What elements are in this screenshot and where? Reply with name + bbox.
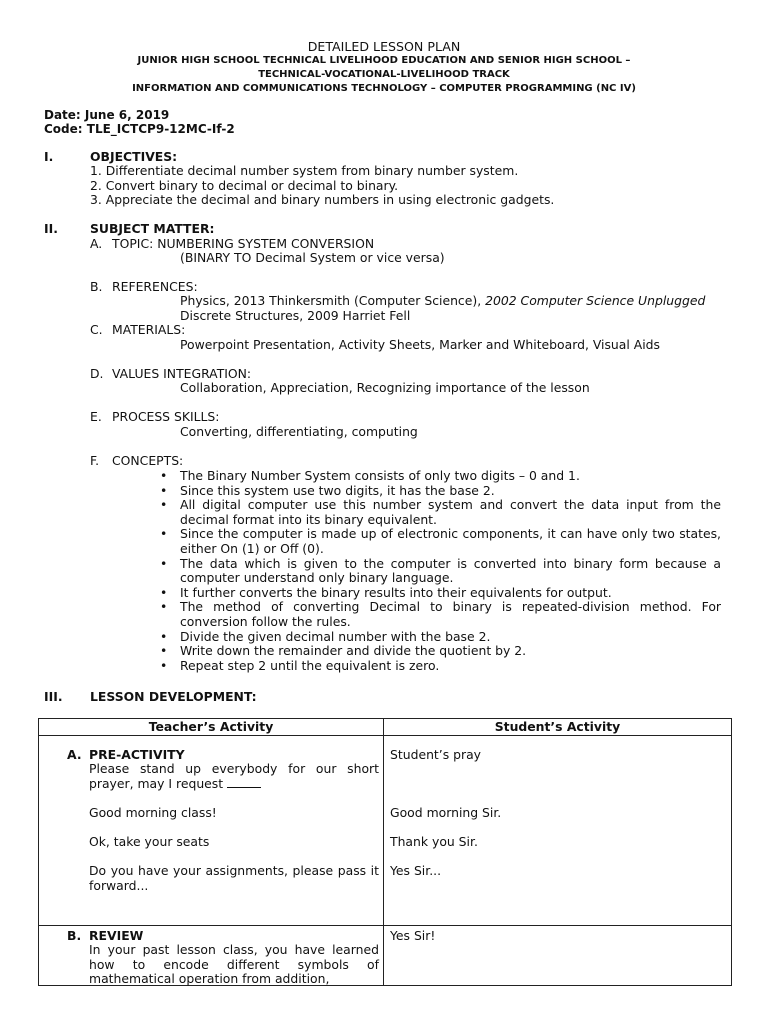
objectives-heading: OBJECTIVES:	[90, 149, 178, 164]
list-item: • Since the computer is made up of electronic components, it can have only two states, either On (1) or Off (0).	[158, 527, 721, 556]
list-item: • It further converts the binary results into their equivalents for output.	[158, 586, 721, 601]
list-item: • The method of converting Decimal to binary is repeated-division method. For conversion follow the rules.	[158, 600, 721, 629]
teacher-seats: Ok, take your seats	[89, 834, 210, 849]
lesson-code: Code: TLE_ICTCP9-12MC-If-2	[44, 122, 235, 136]
teacher-pre-activity-cell	[39, 736, 384, 926]
process-skills-heading	[90, 410, 219, 425]
concepts-label: CONCEPTS:	[112, 453, 184, 468]
header-line-2: TECHNICAL-VOCATIONAL-LIVELIHOOD TRACK	[258, 69, 510, 80]
lesson-development-heading: LESSON DEVELOPMENT:	[90, 689, 257, 704]
teacher-review-text: In your past lesson class, you have learned how to encode different symbols of mathematical operation from addition,	[89, 942, 379, 987]
materials-label: MATERIALS:	[112, 322, 186, 337]
materials-detail: Powerpoint Presentation, Activity Sheets, Marker and Whiteboard, Visual Aids	[180, 337, 660, 352]
concepts-heading	[90, 454, 183, 469]
student-thanks: Thank you Sir.	[390, 834, 478, 849]
list-item: • The data which is given to the computer is converted into binary form because a computer understand only binary language.	[158, 557, 721, 586]
reference-line-2: Discrete Structures, 2009 Harriet Fell	[180, 308, 411, 323]
reference-italic-title: 2002 Computer Science Unplugged	[485, 293, 706, 308]
topic-detail: (BINARY TO Decimal System or vice versa)	[180, 250, 445, 265]
section-numeral-lesson: III.	[44, 689, 63, 704]
pre-activity-title: PRE-ACTIVITY	[89, 747, 185, 762]
teacher-review-cell	[39, 926, 384, 986]
student-pray: Student’s pray	[390, 747, 481, 762]
reference-line-1	[180, 294, 705, 309]
list-item: • Since this system use two digits, it has the base 2.	[158, 484, 721, 499]
objective-item: 1. Differentiate decimal number system from binary number system.	[90, 163, 519, 178]
list-item: • The Binary Number System consists of only two digits – 0 and 1.	[158, 469, 721, 484]
teacher-greeting: Good morning class!	[89, 805, 217, 820]
list-item: • Write down the remainder and divide the quotient by 2.	[158, 644, 721, 659]
concepts-list	[158, 469, 721, 673]
review-letter: B.	[67, 928, 82, 943]
teacher-assignments: Do you have your assignments, please pass it forward...	[89, 863, 379, 893]
student-yes: Yes Sir...	[390, 863, 442, 878]
lesson-date: Date: June 6, 2019	[44, 108, 170, 122]
list-item: • Repeat step 2 until the equivalent is zero.	[158, 659, 721, 674]
section-numeral-objectives: I.	[44, 149, 54, 164]
teacher-prayer-line	[89, 762, 379, 791]
student-greeting: Good morning Sir.	[390, 805, 502, 820]
section-numeral-subject-matter: II.	[44, 221, 58, 236]
objective-item: 2. Convert binary to decimal or decimal to binary.	[90, 178, 399, 193]
document-title: DETAILED LESSON PLAN	[307, 39, 461, 54]
student-pre-activity-cell	[384, 736, 732, 926]
materials-letter: C.	[90, 322, 103, 337]
review-title: REVIEW	[89, 928, 144, 943]
topic-label: TOPIC: NUMBERING SYSTEM CONVERSION	[112, 236, 375, 251]
pre-activity-letter: A.	[67, 747, 82, 762]
topic-letter: A.	[90, 236, 103, 251]
process-skills-detail: Converting, differentiating, computing	[180, 424, 418, 439]
teacher-prayer-text: Please stand up everybody for our short prayer, may I request	[89, 761, 379, 791]
process-label: PROCESS SKILLS:	[112, 409, 220, 424]
teacher-activity-header: Teacher’s Activity	[39, 719, 384, 736]
student-activity-header: Student’s Activity	[384, 719, 732, 736]
references-label: REFERENCES:	[112, 279, 198, 294]
subject-matter-heading: SUBJECT MATTER:	[90, 221, 215, 236]
objective-item: 3. Appreciate the decimal and binary numbers in using electronic gadgets.	[90, 192, 555, 207]
list-item: • All digital computer use this number system and convert the data input from the decimal format into its binary equivalent.	[158, 498, 721, 527]
concepts-letter: F.	[90, 453, 100, 468]
values-label: VALUES INTEGRATION:	[112, 366, 252, 381]
student-review-cell	[384, 926, 732, 986]
header-line-1: JUNIOR HIGH SCHOOL TECHNICAL LIVELIHOOD EDUCATION AND SENIOR HIGH SCHOOL –	[137, 55, 631, 66]
reference-text: Physics, 2013 Thinkersmith (Computer Science),	[180, 293, 486, 308]
materials-heading	[90, 323, 185, 338]
values-letter: D.	[90, 366, 104, 381]
values-detail: Collaboration, Appreciation, Recognizing importance of the lesson	[180, 380, 590, 395]
activity-table	[38, 718, 732, 986]
process-letter: E.	[90, 409, 102, 424]
blank-line	[227, 778, 261, 788]
list-item: • Divide the given decimal number with the base 2.	[158, 630, 721, 645]
header-line-3: INFORMATION AND COMMUNICATIONS TECHNOLOGY – COMPUTER PROGRAMMING (NC IV)	[132, 83, 636, 94]
references-letter: B.	[90, 279, 103, 294]
student-review-answer: Yes Sir!	[390, 928, 436, 943]
